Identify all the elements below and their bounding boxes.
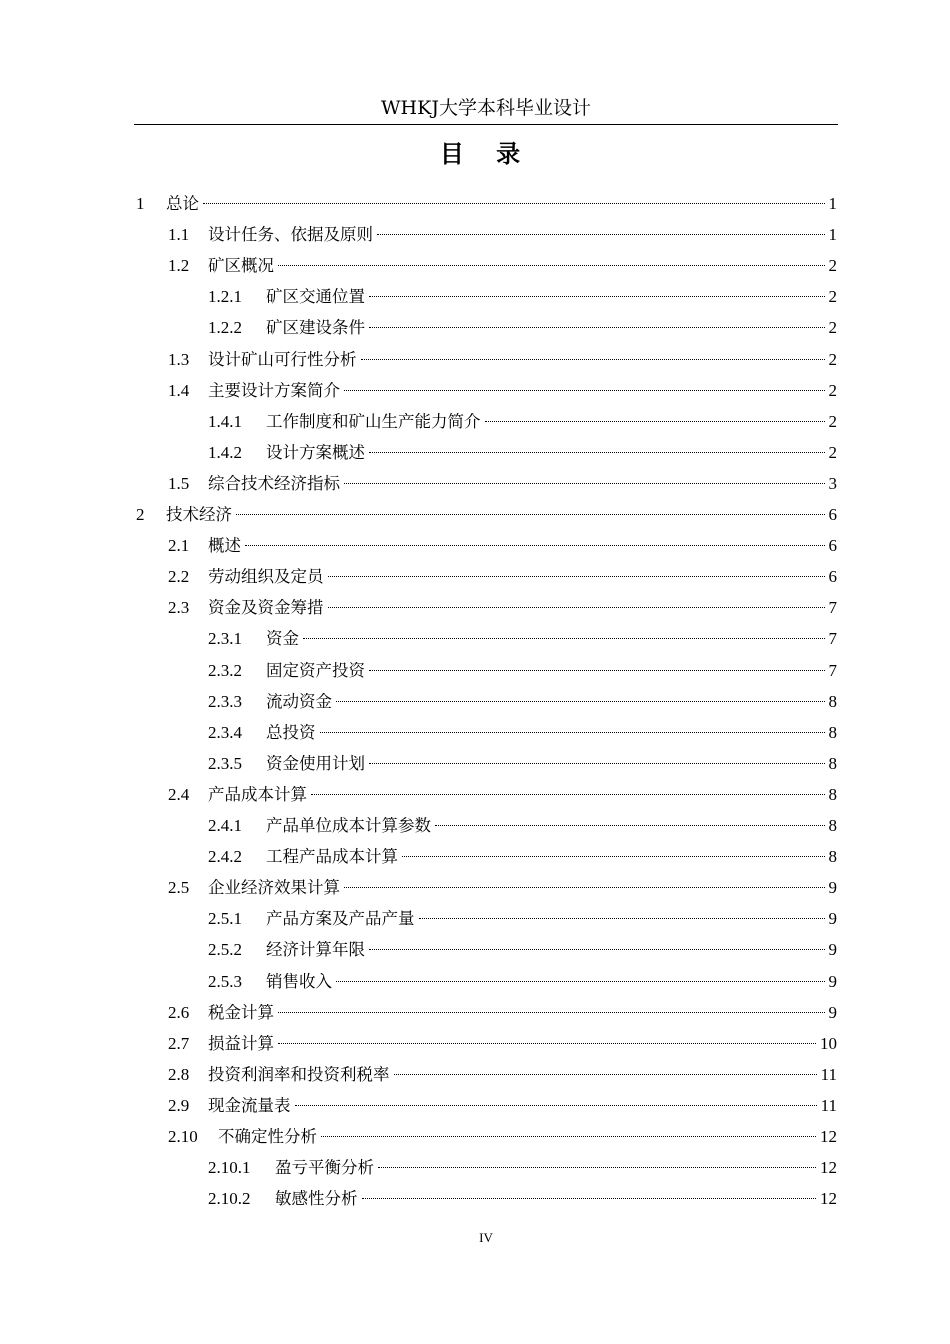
toc-entry-number: 1.1 xyxy=(168,225,190,245)
toc-entry-title: 不确定性分析 xyxy=(218,1127,317,1146)
toc-entry[interactable] xyxy=(136,502,837,528)
toc-entry[interactable] xyxy=(208,751,837,777)
toc-dot-leader xyxy=(435,825,825,826)
toc-entry-title: 资金及资金筹措 xyxy=(208,598,324,618)
toc-entry-number: 2.2 xyxy=(168,567,190,587)
toc-entry-title: 劳动组织及定员 xyxy=(208,567,324,587)
toc-dot-leader xyxy=(361,359,825,360)
toc-dot-leader xyxy=(369,763,825,764)
toc-entry-page: 7 xyxy=(828,660,837,680)
toc-dot-leader xyxy=(369,327,825,328)
toc-entry[interactable] xyxy=(208,1155,837,1181)
toc-entry[interactable] xyxy=(208,440,837,466)
toc-entry-title: 经济计算年限 xyxy=(266,940,365,960)
toc-entry-number: 2.10 xyxy=(168,1127,198,1146)
toc-dot-leader xyxy=(236,514,825,515)
toc-dot-leader xyxy=(303,638,825,639)
toc-entry-title: 综合技术经济指标 xyxy=(208,473,340,493)
toc-dot-leader xyxy=(344,887,825,888)
toc-entry-title: 投资利润率和投资利税率 xyxy=(208,1064,390,1084)
toc-entry-title: 销售收入 xyxy=(266,971,332,991)
toc-entry-page: 12 xyxy=(820,1127,837,1146)
toc-entry[interactable] xyxy=(168,471,837,497)
toc-entry-title: 资金使用计划 xyxy=(266,753,365,773)
toc-dot-leader xyxy=(278,1043,816,1044)
toc-entry-title: 产品单位成本计算参数 xyxy=(266,816,431,835)
toc-entry-page: 7 xyxy=(828,629,837,649)
toc-entry-title: 矿区概况 xyxy=(208,256,274,276)
toc-entry[interactable] xyxy=(168,253,837,279)
toc-dot-leader xyxy=(245,545,825,546)
toc-entry-title: 设计任务、依据及原则 xyxy=(208,225,373,245)
toc-entry-page: 8 xyxy=(828,722,837,742)
toc-entry[interactable] xyxy=(208,658,837,684)
toc-dot-leader xyxy=(402,856,825,857)
toc-entry[interactable] xyxy=(208,906,837,932)
toc-entry-number: 1.3 xyxy=(168,349,190,369)
toc-dot-leader xyxy=(369,296,825,297)
toc-entry-title: 敏感性分析 xyxy=(275,1189,358,1209)
toc-entry-title: 企业经济效果计算 xyxy=(208,878,340,898)
toc-entry[interactable] xyxy=(208,689,837,715)
toc-dot-leader xyxy=(328,607,825,608)
toc-entry[interactable] xyxy=(168,1000,837,1026)
toc-entry-title: 固定资产投资 xyxy=(266,660,365,680)
toc-entry[interactable] xyxy=(168,347,837,373)
toc-entry-number: 1.4.2 xyxy=(208,442,242,462)
toc-entry-page: 7 xyxy=(828,598,837,618)
toc-entry-number: 2.1 xyxy=(168,536,190,556)
toc-entry-page: 2 xyxy=(828,411,837,431)
toc-entry[interactable] xyxy=(168,564,837,590)
toc-entry-page: 8 xyxy=(828,691,837,711)
toc-entry-title: 流动资金 xyxy=(266,691,332,711)
toc-entry-page: 12 xyxy=(820,1158,837,1178)
toc-entry-title: 产品方案及产品产量 xyxy=(266,909,415,929)
toc-entry-page: 12 xyxy=(820,1189,837,1209)
toc-entry-title: 损益计算 xyxy=(208,1033,274,1053)
toc-entry[interactable] xyxy=(208,315,837,341)
toc-title: 目 录 xyxy=(439,140,533,168)
toc-dot-leader xyxy=(378,1167,816,1168)
toc-entry-number: 1 xyxy=(136,194,145,213)
toc-dot-leader xyxy=(320,732,825,733)
toc-entry-page: 6 xyxy=(828,505,837,524)
toc-entry-number: 2.3.3 xyxy=(208,691,242,711)
toc-entry[interactable] xyxy=(208,720,837,746)
toc-entry-page: 9 xyxy=(828,909,837,929)
toc-entry[interactable] xyxy=(168,875,837,901)
toc-entry[interactable] xyxy=(168,222,837,248)
toc-entry-number: 2.9 xyxy=(168,1095,190,1115)
toc-entry[interactable] xyxy=(208,813,837,839)
toc-entry-title: 产品成本计算 xyxy=(208,784,307,804)
toc-dot-leader xyxy=(321,1136,816,1137)
toc-entry[interactable] xyxy=(208,409,837,435)
toc-dot-leader xyxy=(328,576,825,577)
toc-entry-title: 资金 xyxy=(266,629,299,649)
toc-entry-number: 1.5 xyxy=(168,473,190,493)
toc-entry-page: 11 xyxy=(820,1064,837,1084)
toc-entry-title: 矿区建设条件 xyxy=(266,318,365,338)
toc-entry[interactable] xyxy=(208,844,837,870)
toc-entry-page: 9 xyxy=(828,940,837,960)
toc-entry-number: 1.2.1 xyxy=(208,287,242,307)
toc-entry-number: 2.5 xyxy=(168,878,190,898)
toc-dot-leader xyxy=(311,794,825,795)
toc-entry-title: 主要设计方案简介 xyxy=(208,380,340,400)
toc-dot-leader xyxy=(362,1198,817,1199)
toc-dot-leader xyxy=(369,452,825,453)
toc-entry-page: 2 xyxy=(828,349,837,369)
toc-entry[interactable] xyxy=(208,937,837,963)
toc-entry-title: 工程产品成本计算 xyxy=(266,847,398,867)
toc-entry-page: 2 xyxy=(828,256,837,276)
toc-entry-number: 1.4.1 xyxy=(208,411,242,431)
toc-entry-number: 2.3.4 xyxy=(208,722,242,742)
toc-dot-leader xyxy=(336,981,825,982)
toc-entry-number: 2.5.3 xyxy=(208,971,242,991)
toc-dot-leader xyxy=(344,483,825,484)
toc-entry[interactable] xyxy=(168,1031,837,1057)
toc-dot-leader xyxy=(369,670,825,671)
toc-entry[interactable] xyxy=(168,533,837,559)
toc-entry-page: 2 xyxy=(828,287,837,307)
toc-entry-page: 1 xyxy=(828,225,837,245)
toc-entry-number: 2.10.1 xyxy=(208,1158,251,1178)
toc-entry[interactable] xyxy=(168,595,837,621)
toc-dot-leader xyxy=(485,421,825,422)
toc-entry-number: 1.2.2 xyxy=(208,318,242,338)
toc-entry[interactable] xyxy=(168,1093,837,1119)
toc-entry-page: 9 xyxy=(828,878,837,898)
toc-entry-number: 1.2 xyxy=(168,256,190,276)
toc-entry[interactable] xyxy=(168,378,837,404)
toc-entry-number: 2.4.1 xyxy=(208,816,242,835)
toc-dot-leader xyxy=(278,265,825,266)
toc-entry-page: 8 xyxy=(828,816,837,835)
toc-entry-title: 矿区交通位置 xyxy=(266,287,365,307)
page-number: IV xyxy=(479,1230,493,1245)
toc-dot-leader xyxy=(203,203,825,204)
toc-entry[interactable] xyxy=(168,1124,837,1150)
toc-entry-title: 总投资 xyxy=(266,722,316,742)
toc-entry-number: 2.7 xyxy=(168,1033,190,1053)
toc-entry-title: 工作制度和矿山生产能力简介 xyxy=(266,411,481,431)
toc-dot-leader xyxy=(336,701,825,702)
toc-dot-leader xyxy=(377,234,825,235)
toc-entry-page: 11 xyxy=(820,1095,837,1115)
toc-entry[interactable] xyxy=(208,626,837,652)
toc-entry-title: 总论 xyxy=(166,194,199,213)
toc-entry-number: 2.4 xyxy=(168,784,190,804)
toc-entry-title: 税金计算 xyxy=(208,1002,274,1022)
toc-entry-title: 技术经济 xyxy=(166,505,232,524)
toc-entry[interactable] xyxy=(208,284,837,310)
toc-entry-page: 9 xyxy=(828,1002,837,1022)
toc-dot-leader xyxy=(419,918,825,919)
toc-dot-leader xyxy=(394,1074,817,1075)
toc-entry[interactable] xyxy=(168,1062,837,1088)
toc-entry-page: 3 xyxy=(828,473,837,493)
toc-dot-leader xyxy=(295,1105,817,1106)
toc-entry-page: 6 xyxy=(828,567,837,587)
toc-entry-page: 8 xyxy=(828,753,837,773)
toc-entry-page: 6 xyxy=(828,536,837,556)
toc-entry-number: 2.6 xyxy=(168,1002,190,1022)
toc-entry-number: 2 xyxy=(136,505,145,524)
toc-entry-page: 2 xyxy=(828,318,837,338)
toc-entry-number: 2.4.2 xyxy=(208,847,242,867)
toc-dot-leader xyxy=(344,390,825,391)
toc-entry-page: 1 xyxy=(828,194,837,213)
toc-entry-number: 2.3.1 xyxy=(208,629,242,649)
toc-entry-page: 2 xyxy=(828,442,837,462)
toc-entry-number: 2.5.1 xyxy=(208,909,242,929)
toc-entry-title: 盈亏平衡分析 xyxy=(275,1158,374,1178)
toc-entry-page: 10 xyxy=(820,1033,837,1053)
toc-entry-number: 2.10.2 xyxy=(208,1189,251,1209)
page-header: WHKJ大学本科毕业设计 xyxy=(381,97,591,119)
toc-entry[interactable] xyxy=(136,191,837,217)
toc-dot-leader xyxy=(369,949,825,950)
toc-entry[interactable] xyxy=(208,1186,837,1212)
toc-entry-number: 2.3.2 xyxy=(208,660,242,680)
toc-entry-page: 8 xyxy=(828,784,837,804)
toc-entry-number: 2.5.2 xyxy=(208,940,242,960)
toc-entry-number: 2.8 xyxy=(168,1064,190,1084)
toc-entry[interactable] xyxy=(208,969,837,995)
toc-entry-page: 8 xyxy=(828,847,837,867)
toc-entry-page: 9 xyxy=(828,971,837,991)
toc-entry-title: 概述 xyxy=(208,536,241,556)
toc-entry-title: 现金流量表 xyxy=(208,1095,291,1115)
toc-entry[interactable] xyxy=(168,782,837,808)
toc-entry-number: 2.3 xyxy=(168,598,190,618)
toc-entry-number: 1.4 xyxy=(168,380,190,400)
toc-entry-number: 2.3.5 xyxy=(208,753,242,773)
toc-entry-page: 2 xyxy=(828,380,837,400)
toc-entry-title: 设计方案概述 xyxy=(266,442,365,462)
toc-entry-title: 设计矿山可行性分析 xyxy=(208,349,357,369)
toc-dot-leader xyxy=(278,1012,825,1013)
